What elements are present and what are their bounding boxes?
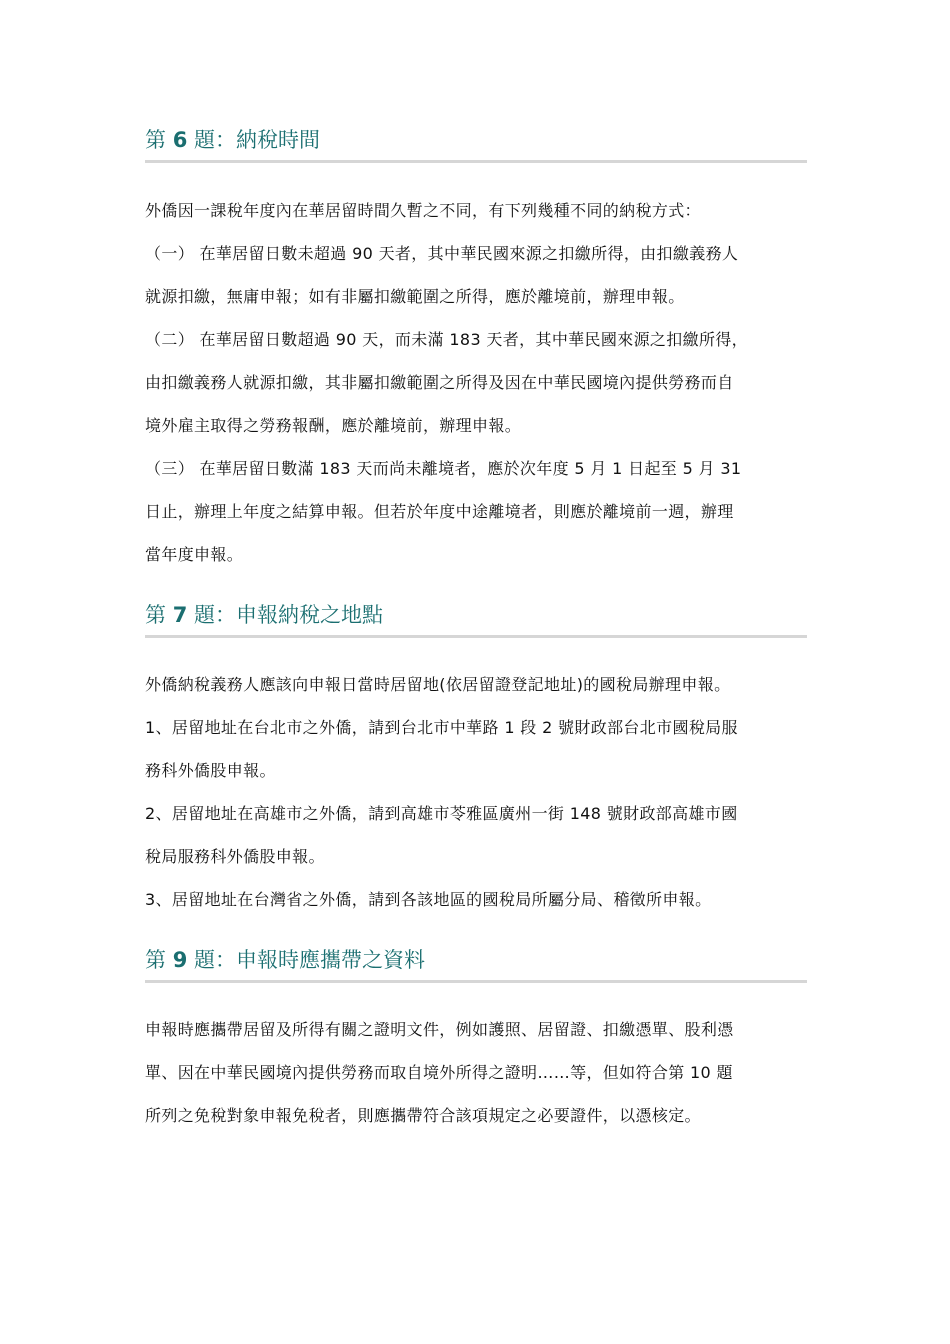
paragraph-line: （二） 在華居留日數超過 90 天，而未滿 183 天者，其中華民國來源之扣繳所得， [145,330,749,349]
section-6-heading [145,126,807,163]
section-6-body [145,189,807,576]
paragraph-line: 2、居留地址在高雄市之外僑，請到高雄市苓雅區廣州一街 148 號財政部高雄市國 [145,804,738,823]
paragraph-line: 稅局服務科外僑股申報。 [145,847,325,866]
section-9-heading [145,946,807,983]
section-6-title: 第 6 題：納稅時間 [145,128,320,152]
section-9-title: 第 9 題：申報時應攜帶之資料 [145,948,425,972]
paragraph-line: 外僑因一課稅年度內在華居留時間久暫之不同，有下列幾種不同的納稅方式： [145,201,701,220]
paragraph-line: 所列之免稅對象申報免稅者，則應攜帶符合該項規定之必要證件，以憑核定。 [145,1106,701,1125]
section-7-title: 第 7 題：申報納稅之地點 [145,603,383,627]
section-7-heading [145,601,807,638]
paragraph-line: （一） 在華居留日數未超過 90 天者，其中華民國來源之扣繳所得，由扣繳義務人 [145,244,739,263]
paragraph-line: 當年度申報。 [145,545,244,564]
paragraph-line: 單、因在中華民國境內提供勞務而取自境外所得之證明……等，但如符合第 10 題 [145,1063,733,1082]
paragraph-line: 3、居留地址在台灣省之外僑，請到各該地區的國稅局所屬分局、稽徵所申報。 [145,890,712,909]
paragraph-line: （三） 在華居留日數滿 183 天而尚未離境者，應於次年度 5 月 1 日起至 5 月 31 [145,459,742,478]
paragraph-line: 由扣繳義務人就源扣繳，其非屬扣繳範圍之所得及因在中華民國境內提供勞務而自 [145,373,734,392]
paragraph-line: 1、居留地址在台北市之外僑，請到台北市中華路 1 段 2 號財政部台北市國稅局服 [145,718,738,737]
paragraph-line: 就源扣繳，無庸申報；如有非屬扣繳範圍之所得，應於離境前，辦理申報。 [145,287,685,306]
paragraph-line: 境外雇主取得之勞務報酬，應於離境前，辦理申報。 [145,416,522,435]
paragraph-line: 外僑納稅義務人應該向申報日當時居留地(依居留證登記地址)的國稅局辦理申報。 [145,675,731,694]
paragraph-line: 務科外僑股申報。 [145,761,276,780]
paragraph-line: 日止，辦理上年度之結算申報。但若於年度中途離境者，則應於離境前一週，辦理 [145,502,734,521]
section-9-body [145,1008,807,1137]
section-7-body [145,663,807,921]
paragraph-line: 申報時應攜帶居留及所得有關之證明文件，例如護照、居留證、扣繳憑單、股利憑 [145,1020,734,1039]
